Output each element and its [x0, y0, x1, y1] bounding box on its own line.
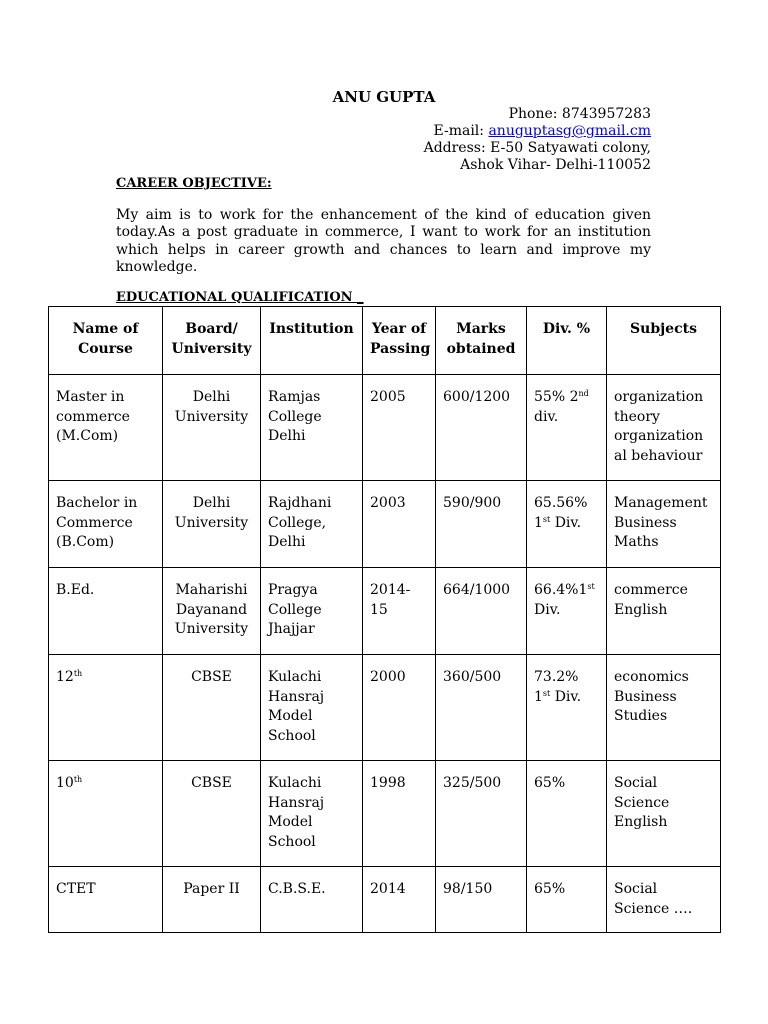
table-row	[49, 867, 721, 933]
cell-course: 12th	[49, 655, 163, 761]
cell-board: Maharishi Dayanand University	[163, 568, 261, 655]
table-row	[49, 568, 721, 655]
cell-subjects: economics Business Studies	[607, 655, 721, 761]
email-link[interactable]: anuguptasg@gmail.cm	[488, 123, 651, 139]
cell-division: 66.4%1st Div.	[527, 568, 607, 655]
cell-marks: 98/150	[436, 867, 527, 933]
cell-course: B.Ed.	[49, 568, 163, 655]
cell-subjects: Social Science English	[607, 761, 721, 867]
column-header-board: Board/ University	[163, 307, 261, 375]
cell-division: 55% 2nd div.	[527, 375, 607, 481]
cell-course: Bachelor in Commerce (B.Com)	[49, 481, 163, 568]
cell-year: 2000	[363, 655, 436, 761]
cell-course: 10th	[49, 761, 163, 867]
cell-marks: 325/500	[436, 761, 527, 867]
cell-marks: 590/900	[436, 481, 527, 568]
education-table	[48, 306, 721, 933]
cell-division: 73.2% 1st Div.	[527, 655, 607, 761]
table-row	[49, 655, 721, 761]
cell-subjects: Social Science ….	[607, 867, 721, 933]
cell-board: CBSE	[163, 761, 261, 867]
column-header-division: Div. %	[527, 307, 607, 375]
cell-marks: 600/1200	[436, 375, 527, 481]
email-label: E-mail:	[433, 123, 489, 139]
address-line-2: Ashok Vihar- Delhi-110052	[460, 157, 651, 173]
cell-year: 2014- 15	[363, 568, 436, 655]
cell-year: 1998	[363, 761, 436, 867]
address-line-1: Address: E-50 Satyawati colony,	[423, 140, 651, 156]
cell-division: 65.56% 1st Div.	[527, 481, 607, 568]
table-row	[49, 761, 721, 867]
email-line	[424, 123, 651, 140]
cell-year: 2003	[363, 481, 436, 568]
cell-institution: Pragya College Jhajjar	[261, 568, 363, 655]
column-header-marks: Marks obtained	[436, 307, 527, 375]
contact-block	[424, 106, 651, 174]
cell-institution: Ramjas College Delhi	[261, 375, 363, 481]
cell-course: CTET	[49, 867, 163, 933]
column-header-subjects: Subjects	[607, 307, 721, 375]
cell-institution: Kulachi Hansraj Model School	[261, 761, 363, 867]
column-header-course: Name of Course	[49, 307, 163, 375]
cell-marks: 664/1000	[436, 568, 527, 655]
cell-institution: C.B.S.E.	[261, 867, 363, 933]
education-heading: EDUCATIONAL QUALIFICATION _	[116, 290, 364, 305]
cell-institution: Kulachi Hansraj Model School	[261, 655, 363, 761]
cell-course: Master in commerce (M.Com)	[49, 375, 163, 481]
cell-board: Paper II	[163, 867, 261, 933]
cell-division: 65%	[527, 867, 607, 933]
career-objective-text: My aim is to work for the enhancement of the kind of education given today.As a post graduate in commerce, I want to work for an institution which helps in career growth and chances to learn and improve my knowledge.	[116, 207, 651, 275]
cell-year: 2014	[363, 867, 436, 933]
table-header-row	[49, 307, 721, 375]
cell-year: 2005	[363, 375, 436, 481]
cell-board: Delhi University	[163, 481, 261, 568]
cell-board: Delhi University	[163, 375, 261, 481]
cell-board: CBSE	[163, 655, 261, 761]
cell-marks: 360/500	[436, 655, 527, 761]
cell-institution: Rajdhani College, Delhi	[261, 481, 363, 568]
candidate-name: ANU GUPTA	[332, 88, 436, 106]
phone-line: Phone: 8743957283	[508, 106, 651, 122]
cell-subjects: organization theory organization al behaviour	[607, 375, 721, 481]
cell-division: 65%	[527, 761, 607, 867]
cell-subjects: commerce English	[607, 568, 721, 655]
column-header-institution: Institution	[261, 307, 363, 375]
cell-subjects: Management Business Maths	[607, 481, 721, 568]
table-row	[49, 481, 721, 568]
education-table-body	[49, 375, 721, 933]
career-objective-heading: CAREER OBJECTIVE:	[116, 176, 272, 191]
column-header-year: Year of Passing	[363, 307, 436, 375]
table-row	[49, 375, 721, 481]
